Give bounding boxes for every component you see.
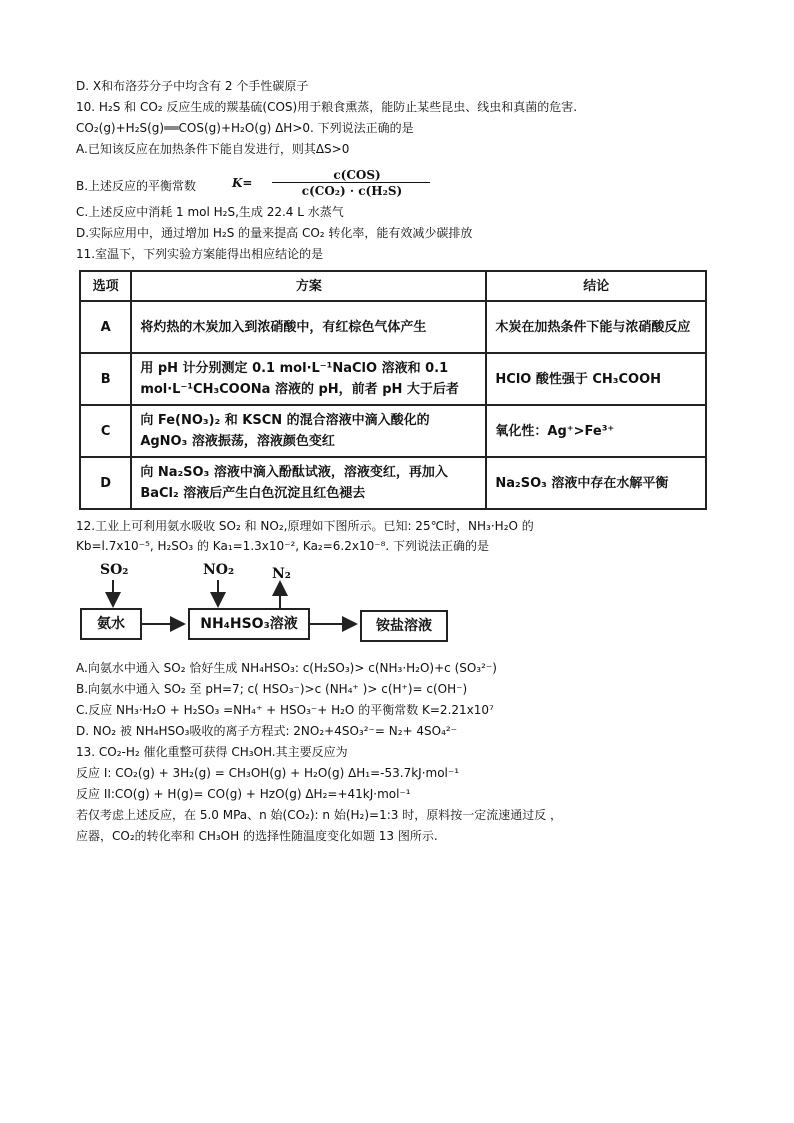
question-10-option-a: A.已知该反应在加热条件下能自发进行，则其ΔS>0 xyxy=(76,142,350,156)
question-10-equation: CO₂(g)+H₂S(g)══COS(g)+H₂O(g) ΔH>0. 下列说法正确的是 xyxy=(76,121,414,135)
row-plan: 向 Fe(NO₃)₂ 和 KSCN 的混合溶液中滴入酸化的 AgNO₃ 溶液振荡，溶液颜色变红 xyxy=(131,405,486,457)
row-plan: 向 Na₂SO₃ 溶液中滴入酚酞试液，溶液变红，再加入 BaCl₂ 溶液后产生白色沉淀且红色褪去 xyxy=(131,457,486,509)
question-10-option-c: C.上述反应中消耗 1 mol H₂S,生成 22.4 L 水蒸气 xyxy=(76,205,344,219)
row-conclusion: 木炭在加热条件下能与浓硝酸反应 xyxy=(486,301,706,353)
question-13-stem: 13. CO₂-H₂ 催化重整可获得 CH₃OH.其主要反应为 xyxy=(76,745,348,759)
question-13-conditions: 若仅考虑上述反应，在 5.0 MPa、n 始(CO₂): n 始(H₂)=1:3 时，原料按一定流速通过反 ， xyxy=(76,808,563,822)
n2-label: N₂ xyxy=(272,566,291,582)
question-12-stem: 12.工业上可利用氨水吸收 SO₂ 和 NO₂,原理如下图所示。已知: 25℃时，NH₃·H₂O 的 xyxy=(76,519,534,533)
ammonium-salt-box: 铵盐溶液 xyxy=(360,610,448,642)
fraction-bar xyxy=(272,182,430,183)
so2-label: SO₂ xyxy=(100,562,129,578)
row-plan: 用 pH 计分别测定 0.1 mol·L⁻¹NaClO 溶液和 0.1 mol·L⁻¹CH₃COONa 溶液的 pH，前者 pH 大于后者 xyxy=(131,353,486,405)
question-12-option-d: D. NO₂ 被 NH₄HSO₃吸收的离子方程式: 2NO₂+4SO₃²⁻= N₂+ 4SO₄²⁻ xyxy=(76,724,458,738)
question-12-option-c: C.反应 NH₃·H₂O + H₂SO₃ =NH₄⁺ + HSO₃⁻+ H₂O 的平衡常数 K=2.21x10⁷ xyxy=(76,703,494,717)
table-header-row xyxy=(80,271,706,301)
question-10-option-b: B.上述反应的平衡常数 xyxy=(76,179,197,193)
reaction-ii: 反应 II:CO(g) + H(g)= CO(g) + HzO(g) ΔH₂=+41kJ·mol⁻¹ xyxy=(76,787,411,801)
row-plan: 将灼热的木炭加入到浓硝酸中，有红棕色气体产生 xyxy=(131,301,486,353)
question-12-constants: Kb=l.7x10⁻⁵, H₂SO₃ 的 Ka₁=1.3x10⁻², Ka₂=6.2x10⁻⁸. 下列说法正确的是 xyxy=(76,539,490,553)
header-plan: 方案 xyxy=(131,271,486,301)
experiment-table xyxy=(79,270,707,510)
table-row xyxy=(80,301,706,353)
row-option: A xyxy=(80,301,131,353)
nh4hso3-box: NH₄HSO₃溶液 xyxy=(188,608,310,640)
reaction-i: 反应 I: CO₂(g) + 3H₂(g) = CH₃OH(g) + H₂O(g) ΔH₁=-53.7kJ·mol⁻¹ xyxy=(76,766,460,780)
question-12-option-a: A.向氨水中通入 SO₂ 恰好生成 NH₄HSO₃: c(H₂SO₃)> c(NH₃·H₂O)+c (SO₃²⁻) xyxy=(76,661,497,675)
table-row xyxy=(80,405,706,457)
question-10-option-d: D.实际应用中，通过增加 H₂S 的量来提高 CO₂ 转化率，能有效减少碳排放 xyxy=(76,226,473,240)
row-conclusion: Na₂SO₃ 溶液中存在水解平衡 xyxy=(486,457,706,509)
fraction-numerator: c(COS) xyxy=(333,168,381,182)
question-12-option-b: B.向氨水中通入 SO₂ 至 pH=7; c( HSO₃⁻)>c (NH₄⁺ )> c(H⁺)= c(OH⁻) xyxy=(76,682,468,696)
header-conclusion: 结论 xyxy=(486,271,706,301)
row-option: D xyxy=(80,457,131,509)
row-option: B xyxy=(80,353,131,405)
absorption-flow-diagram xyxy=(0,560,794,660)
row-conclusion: HClO 酸性强于 CH₃COOH xyxy=(486,353,706,405)
table-row xyxy=(80,353,706,405)
row-conclusion: 氧化性：Ag⁺>Fe³⁺ xyxy=(486,405,706,457)
option-d-q9: D. X和布洛芬分子中均含有 2 个手性碳原子 xyxy=(76,79,309,93)
table-row xyxy=(80,457,706,509)
question-10-stem: 10. H₂S 和 CO₂ 反应生成的羰基硫(COS)用于粮食熏蒸，能防止某些昆虫、线虫和真菌的危害. xyxy=(76,100,578,114)
header-option: 选项 xyxy=(80,271,131,301)
question-13-figure-ref: 应器，CO₂的转化率和 CH₃OH 的选择性随温度变化如题 13 图所示. xyxy=(76,829,438,843)
fraction-denominator: c(CO₂) · c(H₂S) xyxy=(301,184,403,198)
question-11-stem: 11.室温下，下列实验方案能得出相应结论的是 xyxy=(76,247,324,261)
no2-label: NO₂ xyxy=(203,562,235,578)
ammonia-box: 氨水 xyxy=(80,608,142,640)
fraction-k-label: K= xyxy=(232,176,253,190)
row-option: C xyxy=(80,405,131,457)
